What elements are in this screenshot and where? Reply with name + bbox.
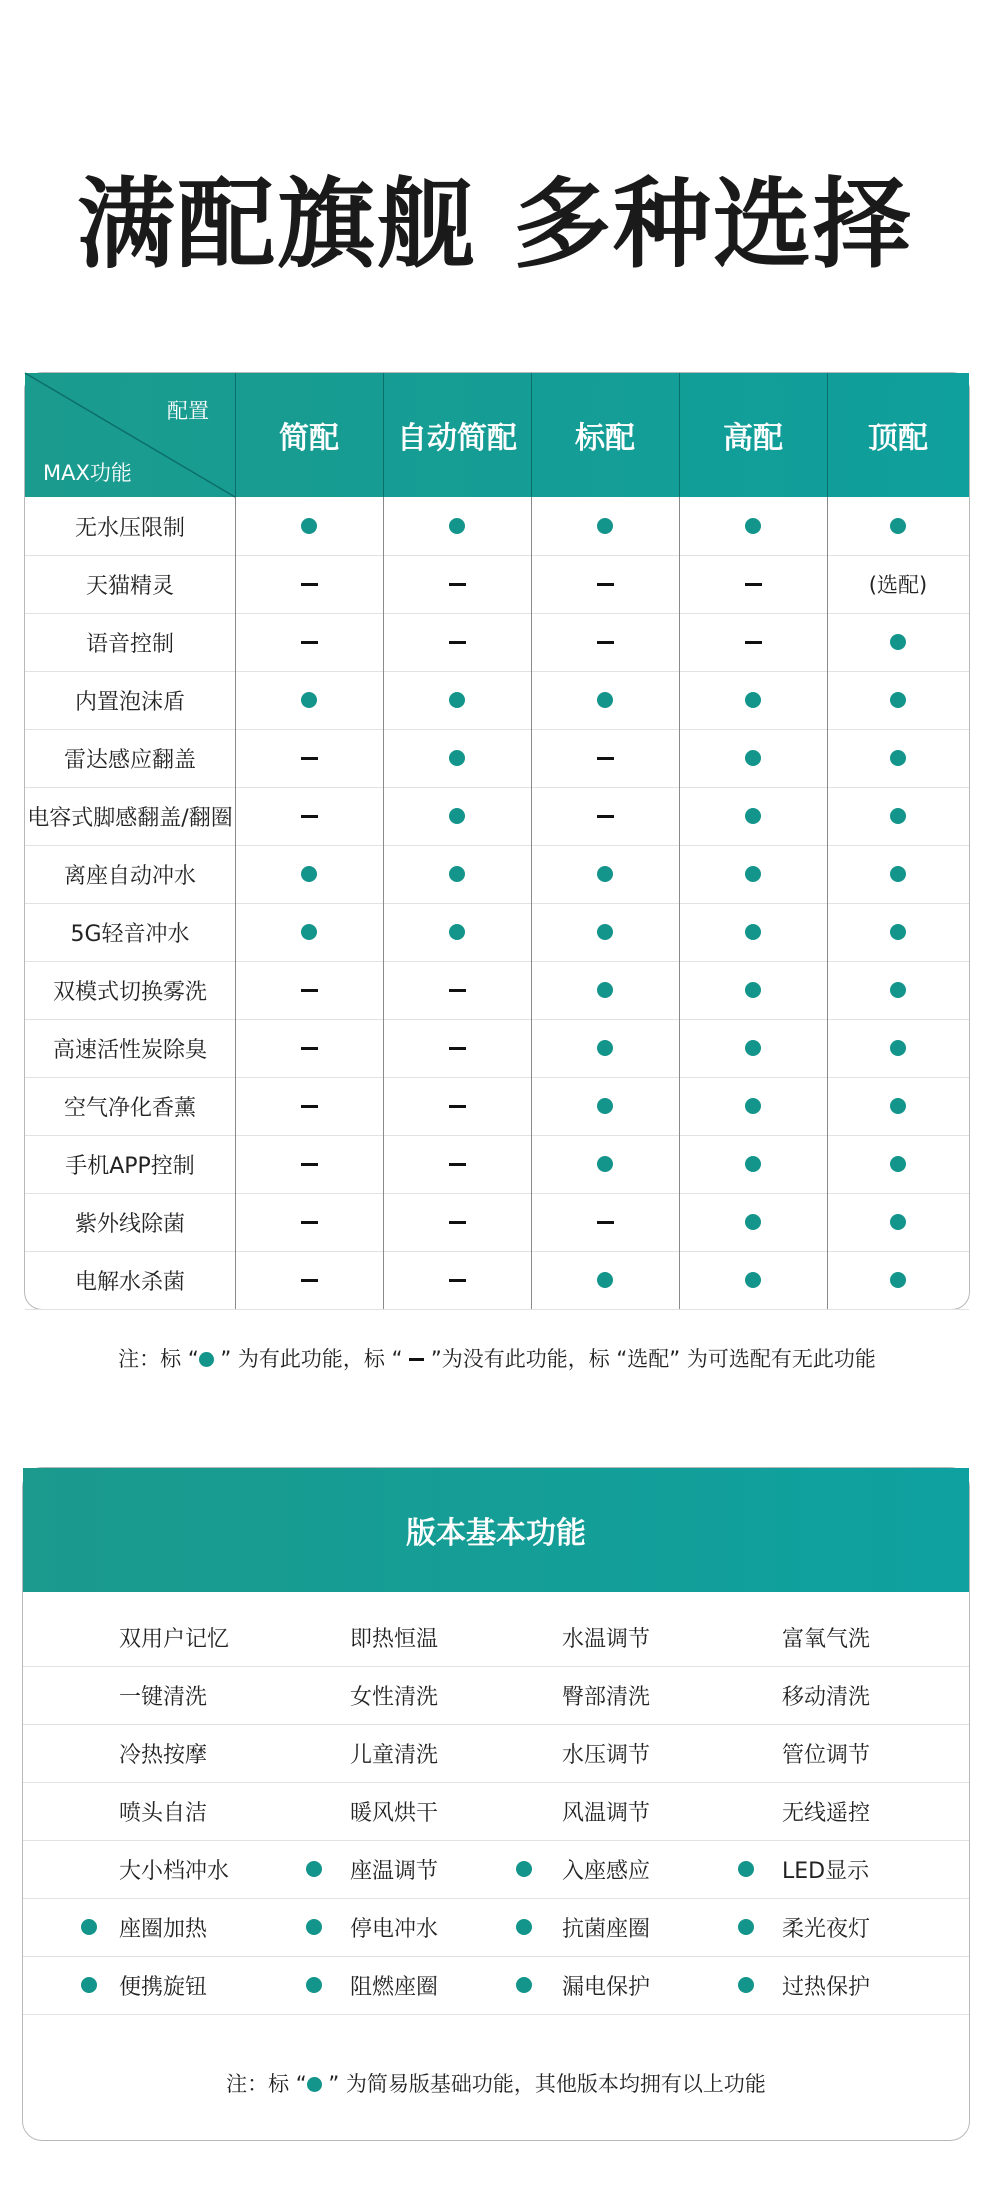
cell-has-feature xyxy=(531,1135,679,1193)
dash-icon xyxy=(301,1221,318,1224)
dash-icon xyxy=(449,1105,466,1108)
dash-icon xyxy=(745,583,762,586)
cell-no-feature xyxy=(383,1193,531,1251)
cell-has-feature xyxy=(827,903,969,961)
function-item: 富氧气洗 xyxy=(782,1626,871,1652)
corner-feature-label: MAX功能 xyxy=(43,461,132,485)
feature-name: 紫外线除菌 xyxy=(74,1211,185,1237)
basic-dot-icon xyxy=(306,1919,322,1935)
dot-icon xyxy=(301,692,317,708)
function-item: 水压调节 xyxy=(562,1742,651,1768)
function-item: 座温调节 xyxy=(350,1858,439,1884)
corner-config-label: 配置 xyxy=(167,399,209,423)
feature-name: 语音控制 xyxy=(85,631,174,657)
dot-icon xyxy=(890,1040,906,1056)
header-corner xyxy=(25,373,235,497)
function-item: 暖风烘干 xyxy=(350,1800,439,1826)
dash-icon xyxy=(597,583,614,586)
cell-has-feature xyxy=(679,1077,827,1135)
header-gaopei: 高配 xyxy=(723,421,783,456)
dot-icon xyxy=(890,1098,906,1114)
header-zidong-jianpei: 自动简配 xyxy=(397,421,517,456)
function-item: 阻燃座圈 xyxy=(350,1974,439,2000)
dash-icon xyxy=(449,1279,466,1282)
cell-has-feature xyxy=(827,1077,969,1135)
function-row xyxy=(23,1724,969,1783)
cell-no-feature xyxy=(235,787,383,845)
dash-icon xyxy=(745,641,762,644)
basic-dot-icon xyxy=(738,1919,754,1935)
function-item: 过热保护 xyxy=(782,1974,871,2000)
cell-no-feature xyxy=(531,555,679,613)
dot-icon xyxy=(597,1098,613,1114)
dash-icon xyxy=(597,641,614,644)
dot-icon xyxy=(597,1272,613,1288)
legend-dot-icon xyxy=(199,1352,214,1367)
header-divider xyxy=(383,373,384,497)
function-item: 水温调节 xyxy=(562,1626,651,1652)
dot-icon xyxy=(890,518,906,534)
column-divider xyxy=(235,497,236,1309)
cell-has-feature xyxy=(531,961,679,1019)
cell-has-feature xyxy=(531,671,679,729)
dot-icon xyxy=(745,982,761,998)
dot-icon xyxy=(745,1214,761,1230)
dot-icon xyxy=(745,750,761,766)
dot-icon xyxy=(597,1156,613,1172)
dot-icon xyxy=(597,924,613,940)
basic-legend-dot-icon xyxy=(307,2077,322,2092)
cell-has-feature xyxy=(679,1019,827,1077)
function-item: 臀部清洗 xyxy=(562,1684,651,1710)
cell-no-feature xyxy=(383,555,531,613)
dot-icon xyxy=(890,982,906,998)
basic-dot-icon xyxy=(81,1977,97,1993)
dot-icon xyxy=(301,518,317,534)
dot-icon xyxy=(890,750,906,766)
comparison-table xyxy=(24,372,970,1371)
dash-icon xyxy=(597,757,614,760)
dot-icon xyxy=(890,634,906,650)
dot-icon xyxy=(597,982,613,998)
function-row xyxy=(23,1666,969,1725)
header-jianpei: 简配 xyxy=(279,421,339,456)
cell-has-feature xyxy=(235,845,383,903)
cell-no-feature xyxy=(531,613,679,671)
function-item: 大小档冲水 xyxy=(119,1858,230,1884)
dash-icon xyxy=(301,815,318,818)
dash-icon xyxy=(301,1163,318,1166)
function-item: 移动清洗 xyxy=(782,1684,871,1710)
cell-no-feature xyxy=(383,1135,531,1193)
dot-icon xyxy=(890,924,906,940)
basic-dot-icon xyxy=(306,1861,322,1877)
legend-note-text: ”为没有此功能，标 “选配” 为可选配有无此功能 xyxy=(424,1347,876,1371)
feature-name: 内置泡沫盾 xyxy=(74,689,185,715)
cell-has-feature xyxy=(679,729,827,787)
cell-has-feature xyxy=(383,903,531,961)
cell-no-feature xyxy=(531,729,679,787)
dot-icon xyxy=(745,1098,761,1114)
cell-no-feature xyxy=(235,1019,383,1077)
cell-has-feature xyxy=(827,1135,969,1193)
cell-has-feature xyxy=(679,671,827,729)
cell-no-feature xyxy=(679,613,827,671)
cell-no-feature xyxy=(383,1019,531,1077)
dash-icon xyxy=(301,1105,318,1108)
function-item: 座圈加热 xyxy=(119,1916,208,1942)
dash-icon xyxy=(597,815,614,818)
dot-icon xyxy=(597,866,613,882)
basic-dot-icon xyxy=(738,1977,754,1993)
dot-icon xyxy=(301,866,317,882)
cell-has-feature xyxy=(827,961,969,1019)
cell-no-feature xyxy=(235,1193,383,1251)
function-item: 漏电保护 xyxy=(562,1974,651,2000)
function-item: 儿童清洗 xyxy=(350,1742,439,1768)
dot-icon xyxy=(449,750,465,766)
basic-dot-icon xyxy=(516,1977,532,1993)
dot-icon xyxy=(745,1040,761,1056)
column-divider xyxy=(383,497,384,1309)
dash-icon xyxy=(449,641,466,644)
basic-dot-icon xyxy=(516,1919,532,1935)
cell-no-feature xyxy=(383,961,531,1019)
cell-has-feature xyxy=(383,497,531,555)
dot-icon xyxy=(301,924,317,940)
cell-no-feature xyxy=(679,555,827,613)
legend-note-text: ” 为有此功能，标 “ xyxy=(213,1347,410,1371)
feature-name: 电解水杀菌 xyxy=(74,1269,185,1295)
cell-has-feature xyxy=(235,497,383,555)
cell-has-feature xyxy=(827,1193,969,1251)
feature-name: 5G轻音冲水 xyxy=(70,921,190,947)
cell-no-feature xyxy=(235,729,383,787)
function-row xyxy=(23,1840,969,1899)
basic-dot-icon xyxy=(81,1919,97,1935)
function-item: 管位调节 xyxy=(782,1742,871,1768)
dot-icon xyxy=(597,518,613,534)
cell-no-feature xyxy=(235,555,383,613)
cell-no-feature xyxy=(531,1193,679,1251)
dot-icon xyxy=(449,518,465,534)
dash-icon xyxy=(301,1279,318,1282)
cell-has-feature xyxy=(827,671,969,729)
cell-no-feature xyxy=(235,1077,383,1135)
dash-icon xyxy=(301,583,318,586)
function-item: 冷热按摩 xyxy=(119,1742,208,1768)
header-divider xyxy=(679,373,680,497)
cell-has-feature xyxy=(531,903,679,961)
cell-has-feature xyxy=(827,1251,969,1309)
dot-icon xyxy=(745,1156,761,1172)
basic-note xyxy=(23,2068,969,2098)
cell-has-feature xyxy=(827,1019,969,1077)
dot-icon xyxy=(449,808,465,824)
function-item: 无线遥控 xyxy=(782,1800,871,1826)
cell-has-feature xyxy=(531,497,679,555)
cell-has-feature xyxy=(679,497,827,555)
dot-icon xyxy=(449,866,465,882)
function-item: 风温调节 xyxy=(562,1800,651,1826)
basic-note-text: 注：标 “ xyxy=(226,2072,307,2096)
cell-has-feature xyxy=(679,1251,827,1309)
dot-icon xyxy=(597,692,613,708)
cell-no-feature xyxy=(235,961,383,1019)
basic-functions-card xyxy=(22,1467,970,2141)
function-row xyxy=(23,1782,969,1841)
header-divider xyxy=(531,373,532,497)
cell-has-feature xyxy=(383,845,531,903)
dash-icon xyxy=(301,641,318,644)
dot-icon xyxy=(890,1156,906,1172)
dash-icon xyxy=(301,1047,318,1050)
cell-has-feature xyxy=(235,903,383,961)
cell-has-feature xyxy=(531,845,679,903)
cell-no-feature xyxy=(383,1077,531,1135)
cell-has-feature xyxy=(235,671,383,729)
function-item: LED显示 xyxy=(782,1858,870,1884)
cell-has-feature xyxy=(827,497,969,555)
function-item: 抗菌座圈 xyxy=(562,1916,651,1942)
header-divider xyxy=(235,373,236,497)
dot-icon xyxy=(745,924,761,940)
column-divider xyxy=(531,497,532,1309)
dash-icon xyxy=(597,1221,614,1224)
dash-icon xyxy=(449,1221,466,1224)
cell-no-feature xyxy=(383,613,531,671)
cell-has-feature xyxy=(827,729,969,787)
dot-icon xyxy=(890,866,906,882)
header-biaopei: 标配 xyxy=(575,421,635,456)
page-title: 满配旗舰 多种选择 xyxy=(76,168,914,282)
dash-icon xyxy=(301,757,318,760)
cell-has-feature xyxy=(383,729,531,787)
cell-no-feature xyxy=(383,1251,531,1309)
basic-functions-title: 版本基本功能 xyxy=(23,1468,969,1592)
feature-name: 离座自动冲水 xyxy=(63,863,196,889)
cell-no-feature xyxy=(235,1135,383,1193)
cell-no-feature xyxy=(531,787,679,845)
function-item: 入座感应 xyxy=(562,1858,651,1884)
legend-note xyxy=(25,1343,969,1373)
table-header xyxy=(25,373,969,497)
legend-note-text: 注：标 “ xyxy=(118,1347,199,1371)
dot-icon xyxy=(597,1040,613,1056)
cell-has-feature xyxy=(383,671,531,729)
feature-name: 雷达感应翻盖 xyxy=(63,747,196,773)
feature-name: 空气净化香薰 xyxy=(63,1095,196,1121)
function-item: 停电冲水 xyxy=(350,1916,439,1942)
dash-icon xyxy=(449,1163,466,1166)
basic-dot-icon xyxy=(306,1977,322,1993)
legend-dash-icon xyxy=(409,1358,424,1361)
cell-has-feature xyxy=(679,1135,827,1193)
feature-name: 无水压限制 xyxy=(74,515,185,541)
cell-has-feature xyxy=(679,1193,827,1251)
feature-name: 手机APP控制 xyxy=(65,1153,195,1179)
cell-has-feature xyxy=(531,1077,679,1135)
function-item: 即热恒温 xyxy=(350,1626,439,1652)
feature-name: 高速活性炭除臭 xyxy=(52,1037,207,1063)
dot-icon xyxy=(745,866,761,882)
cell-has-feature xyxy=(531,1251,679,1309)
function-item: 喷头自洁 xyxy=(119,1800,208,1826)
dot-icon xyxy=(745,692,761,708)
function-item: 一键清洗 xyxy=(119,1684,208,1710)
cell-has-feature xyxy=(827,613,969,671)
dot-icon xyxy=(745,518,761,534)
dash-icon xyxy=(449,1047,466,1050)
cell-no-feature xyxy=(235,613,383,671)
basic-dot-icon xyxy=(738,1861,754,1877)
function-row xyxy=(23,1898,969,1957)
column-divider xyxy=(679,497,680,1309)
function-item: 柔光夜灯 xyxy=(782,1916,871,1942)
cell-has-feature xyxy=(827,787,969,845)
dash-icon xyxy=(449,583,466,586)
basic-dot-icon xyxy=(516,1861,532,1877)
feature-name: 双模式切换雾洗 xyxy=(52,979,207,1005)
basic-note-text: ” 为简易版基础功能，其他版本均拥有以上功能 xyxy=(321,2072,766,2096)
dot-icon xyxy=(745,808,761,824)
header-divider xyxy=(827,373,828,497)
dot-icon xyxy=(890,1272,906,1288)
cell-has-feature xyxy=(827,845,969,903)
feature-name: 电容式脚感翻盖/翻圈 xyxy=(27,805,233,831)
cell-has-feature xyxy=(383,787,531,845)
cell-no-feature xyxy=(235,1251,383,1309)
dot-icon xyxy=(449,692,465,708)
dash-icon xyxy=(449,989,466,992)
dot-icon xyxy=(890,692,906,708)
dot-icon xyxy=(449,924,465,940)
cell-has-feature xyxy=(679,961,827,1019)
function-item: 便携旋钮 xyxy=(119,1974,208,2000)
cell-has-feature xyxy=(679,787,827,845)
cell-has-feature xyxy=(679,903,827,961)
function-row xyxy=(23,1956,969,2015)
function-item: 双用户记忆 xyxy=(119,1626,230,1652)
cell-optional: (选配) xyxy=(868,573,928,597)
cell-has-feature xyxy=(531,1019,679,1077)
function-row xyxy=(23,1608,969,1667)
header-dingpei: 顶配 xyxy=(868,421,928,456)
dot-icon xyxy=(890,1214,906,1230)
feature-name: 天猫精灵 xyxy=(85,573,174,599)
function-item: 女性清洗 xyxy=(350,1684,439,1710)
dot-icon xyxy=(890,808,906,824)
dash-icon xyxy=(301,989,318,992)
column-divider xyxy=(827,497,828,1309)
cell-has-feature xyxy=(679,845,827,903)
dot-icon xyxy=(745,1272,761,1288)
